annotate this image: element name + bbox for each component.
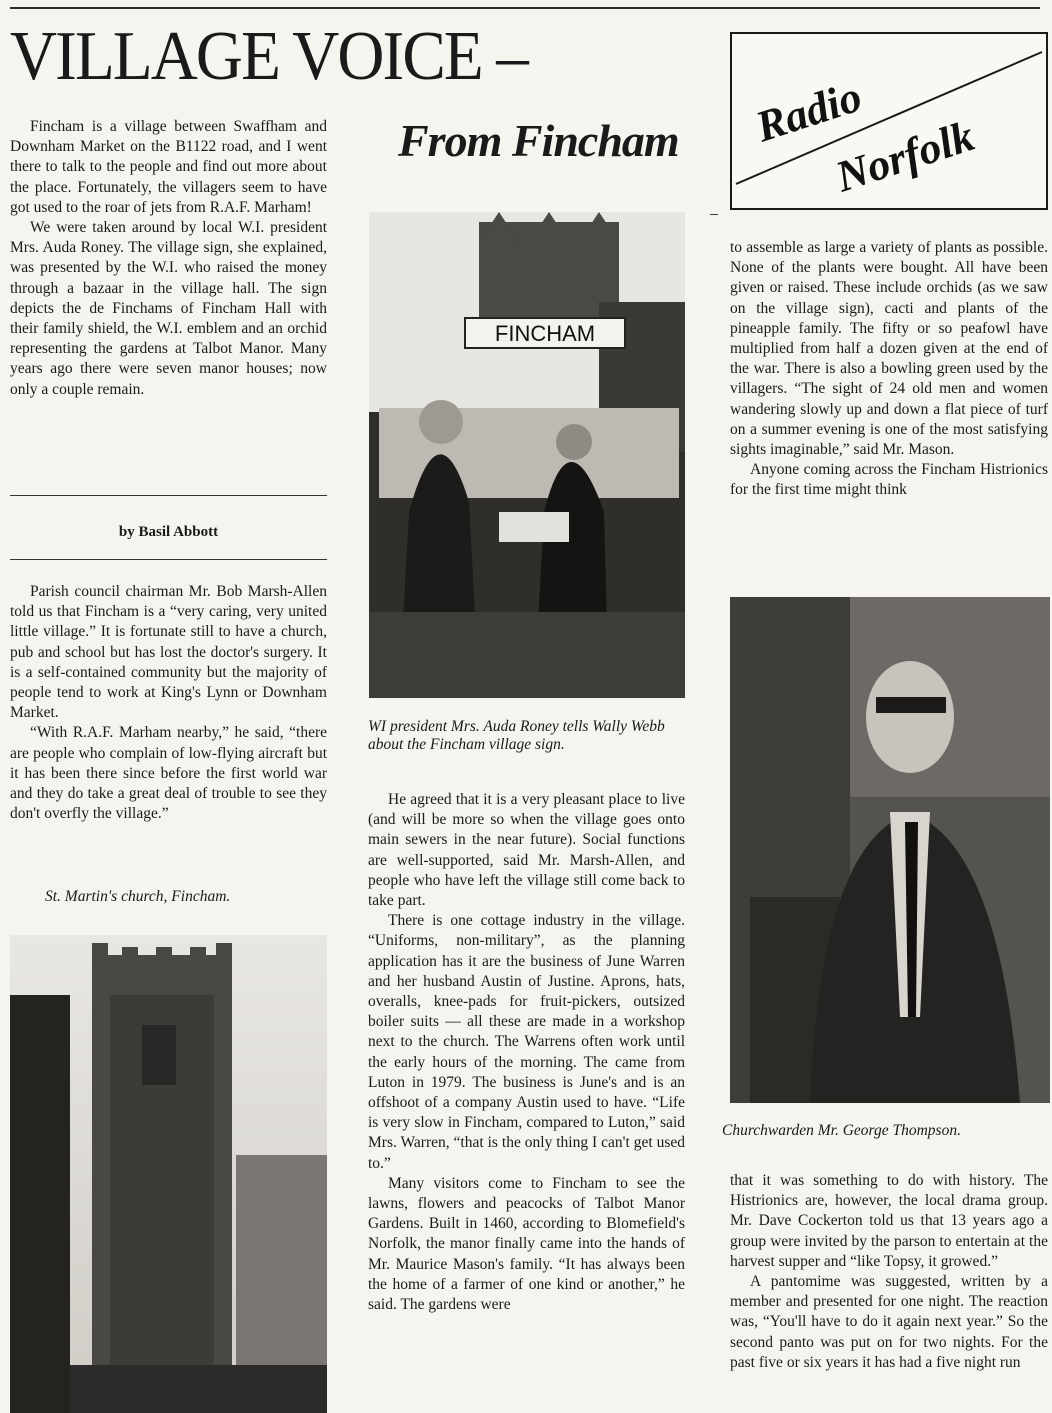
paragraph: We were taken around by local W.I. president Mrs. Auda Roney. The village sign, she explained, was presented by the W.I. who raised the money through a bazaar in the village hall. The sign depicts the de Finchams of Fincham Hall with their family shield, the W.I. emblem and an orchid representing the gardens at Talbot Manor. Many years ago there were seven manor houses; now only a couple remain. [10, 219, 327, 398]
paragraph: He agreed that it is a very pleasant place to live (and will be more so when the village goes onto main sewers in the near future). Social functions are well-supported, said Mr. Marsh-Allen, and people who have left the village still come back to take part. [368, 791, 685, 910]
column-2-text [368, 790, 685, 1315]
top-rule [10, 7, 1040, 9]
paragraph: A pantomime was suggested, written by a member and presented for one night. The reaction was, “You'll have to do it again next year.” So the second panto was put on for two nights. For the past five or six years it has had a five night run [730, 1273, 1048, 1371]
village-sign-photo [369, 212, 685, 698]
paragraph: Fincham is a village between Swaffham and Downham Market on the B1122 road, and I went there to talk to the people and find out more about the place. Fortunately, the villagers seem to have got used to the roar of jets from R.A.F. Marham! [10, 118, 327, 216]
paragraph: Anyone coming across the Fincham Histrionics for the first time might think [730, 461, 1048, 499]
dash-mark [710, 214, 718, 215]
village-sign-image [369, 212, 685, 698]
paragraph: to assemble as large a variety of plants as possible. None of the plants were bought. All have been given or raised. These include orchids (as we saw on the village sign), cacti and plants of the pineapple family. The fifty or so peafowl have multiplied from half a dozen given at the end of the war. There is also a bowling green used by the villagers. “The sight of 24 old men and women wandering slowly up and down a flat piece of turf on a summer evening is one of the most satisfying sights imaginable,” said Mr. Mason. [730, 239, 1048, 459]
churchwarden-image [730, 597, 1050, 1103]
church-tower-photo [10, 935, 327, 1413]
column-1-text [10, 582, 327, 824]
divider [10, 495, 327, 496]
radio-norfolk-logo [730, 32, 1048, 210]
paragraph: that it was something to do with history. The Histrionics are, however, the local drama group. Mr. Dave Cockerton told us that 13 years ago a group were invited by the parson to entertain at the harvest supper and “like Topsy, it growed.” [730, 1172, 1048, 1270]
subheadline: From Fincham [398, 115, 679, 166]
paragraph: Many visitors come to Fincham to see the lawns, flowers and peacocks of Talbot Manor Gardens. Built in 1460, according to Blomefield's Norfolk, the manor finally came into the hands of Mr. Maurice Mason's family. “It has always been the home of a farmer of one kind or another,” he said. The gardens were [368, 1174, 685, 1314]
divider [10, 559, 327, 560]
sign-text: FINCHAM [494, 321, 596, 346]
headline: VILLAGE VOICE – [10, 18, 527, 95]
column-3-top-text [730, 238, 1048, 501]
churchwarden-photo [730, 597, 1050, 1103]
church-caption: St. Martin's church, Fincham. [45, 888, 231, 905]
paragraph: “With R.A.F. Marham nearby,” he said, “there are people who complain of low-flying aircraft but it has been there since before the first world war and they do take a great deal of trouble to see they don't overfly the village.” [10, 724, 327, 823]
sign-caption: WI president Mrs. Auda Roney tells Wally Webb about the Fincham village sign. [368, 718, 665, 753]
logo-word-norfolk: Norfolk [829, 111, 980, 202]
byline: by Basil Abbott [118, 524, 219, 540]
church-tower-image [10, 935, 327, 1413]
paragraph: There is one cottage industry in the village. “Uniforms, non-military”, as the planning application has it are the business of June Warren and her husband Austin of Justine. Aprons, hats, overalls, knee-pads for fruit-pickers, outsized boiler suits — all these are made in a workshop next to the church. The Warrens often work until the early hours of the morning. The came from Luton in 1979. The business is June's and is an offshoot of a company Austin used to have. “Life is very slow in Fincham, compared to Luton,” said Mrs. Warren, “that is the only thing I can't get used to.” [368, 912, 685, 1172]
paragraph: Parish council chairman Mr. Bob Marsh-Allen told us that Fincham is a “very caring, very united little village.” It is fortunate still to have a church, pub and school but has lost the doctor's surgery. It is a self-contained community but the majority of people tend to work at King's Lynn or Downham Market. [10, 583, 327, 722]
column-3-bottom-text [730, 1171, 1048, 1373]
intro-text [10, 117, 327, 400]
churchwarden-caption: Churchwarden Mr. George Thompson. [722, 1122, 961, 1139]
logo-word-radio: Radio [749, 71, 868, 152]
